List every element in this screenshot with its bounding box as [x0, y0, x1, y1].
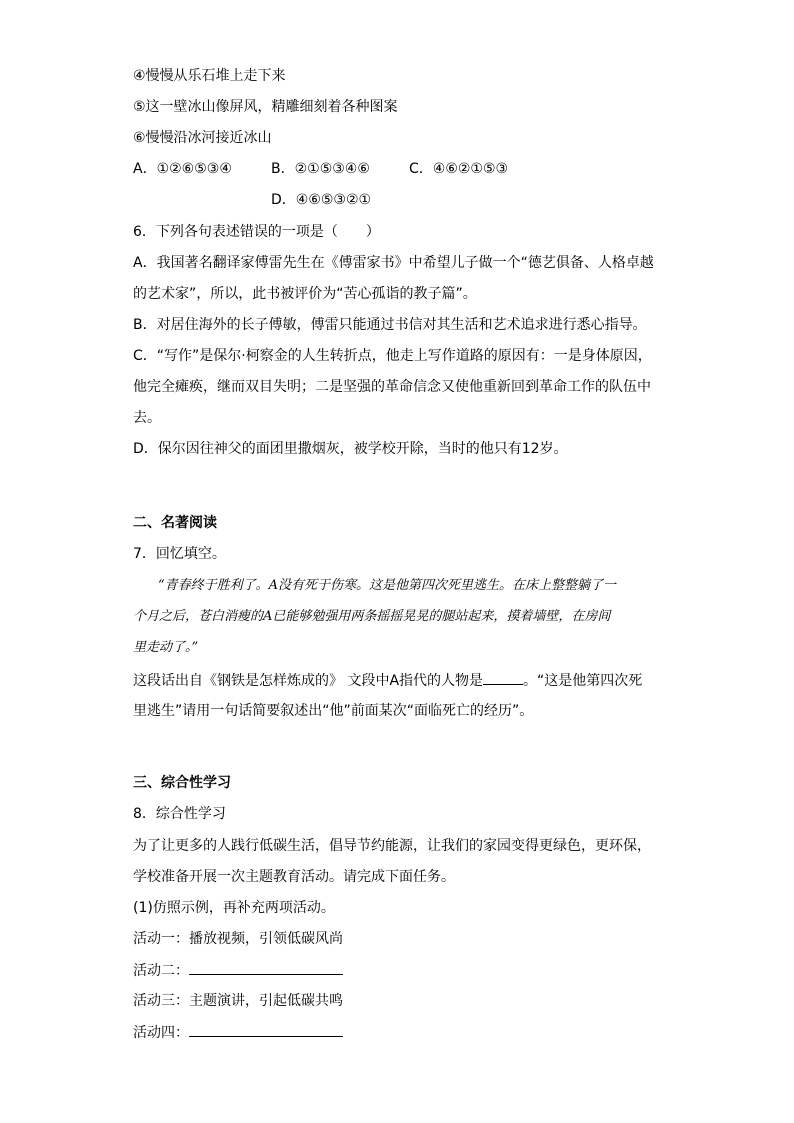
- q7-quote-line3: 里走动了。”: [133, 640, 199, 655]
- q7-question-text-end: 。“这是他第四次死: [523, 673, 643, 689]
- q6-option-a-line1: A．我国著名翻译家傅雷先生在《傅雷家书》中希望儿子做一个“德艺俱备、人格卓越: [133, 255, 654, 271]
- q6-option-b: B．对居住海外的长子傅敏，傅雷只能通过书信对其生活和艺术追求进行悉心指导。: [133, 317, 647, 333]
- q6-stem: 6．下列各句表述错误的一项是（ ）: [133, 224, 380, 240]
- q8-stem: 8．综合性学习: [133, 806, 226, 822]
- q5-option-d: D．④⑥⑤③②①: [271, 192, 372, 208]
- q7-quote-line2: 个月之后，苍白消瘦的A已能够勉强用两条摇摇晃晃的腿站起来，摸着墙壁，在房间: [133, 609, 611, 624]
- q7-question-text: 这段话出自《钢铁是怎样炼成的》 文段中A指代的人物是: [133, 673, 484, 689]
- q5-item-4: ④慢慢从乐石堆上走下来: [133, 68, 286, 84]
- q5-options-row: [133, 159, 508, 179]
- q5-option-c: C．④⑥②①⑤③: [409, 161, 509, 177]
- q5-option-b: B．②①⑤③④⑥: [271, 161, 370, 177]
- q7-question-line1: [133, 670, 642, 690]
- q6-option-c-line1: C．“写作”是保尔·柯察金的人生转折点，他走上写作道路的原因有：一是身体原因，: [133, 348, 652, 364]
- q8-activity-3: 活动三：主题演讲，引起低碳共鸣: [133, 993, 343, 1009]
- q7-stem: 7．回忆填空。: [133, 546, 226, 562]
- q8-activity-2-blank[interactable]: [189, 960, 343, 975]
- q8-task-1: (1)仿照示例，再补充两项活动。: [133, 900, 335, 916]
- q6-option-d: D．保尔因往神父的面团里撒烟灰，被学校开除，当时的他只有12岁。: [133, 441, 568, 457]
- q5-option-a: A．①②⑥⑤③④: [133, 161, 232, 177]
- q8-activity-4: [133, 1022, 343, 1042]
- q8-activity-4-label: 活动四：: [133, 1025, 189, 1041]
- q7-answer-blank[interactable]: [483, 670, 523, 685]
- section-3-heading: 三、综合性学习: [133, 775, 231, 791]
- section-2-heading: 二、名著阅读: [133, 515, 217, 531]
- q8-intro-line1: 为了让更多的人践行低碳生活，倡导节约能源，让我们的家园变得更绿色，更环保，: [133, 838, 651, 854]
- q6-option-c-line2: 他完全瘫痪，继而双目失明；二是坚强的革命信念又使他重新回到革命工作的队伍中: [133, 379, 651, 395]
- q5-item-5: ⑤这一壁冰山像屏风，精雕细刻着各种图案: [133, 99, 398, 115]
- q8-intro-line2: 学校准备开展一次主题教育活动。请完成下面任务。: [133, 869, 455, 885]
- q8-activity-1: 活动一：播放视频，引领低碳风尚: [133, 931, 343, 947]
- q8-activity-2-label: 活动二：: [133, 963, 189, 979]
- q5-item-6: ⑥慢慢沿冰河接近冰山: [133, 130, 272, 146]
- q8-activity-4-blank[interactable]: [189, 1022, 343, 1037]
- q7-quote-line1: “青春终于胜利了。A没有死于伤寒。这是他第四次死里逃生。在床上整整躺了一: [158, 578, 617, 593]
- q6-option-c-line3: 去。: [133, 410, 161, 426]
- q8-activity-2: [133, 960, 343, 980]
- q6-option-a-line2: 的艺术家”，所以，此书被评价为“苦心孤诣的教子篇”。: [133, 286, 477, 302]
- q7-question-line2: 里逃生”请用一句话简要叙述出“他”前面某次“面临死亡的经历”。: [133, 703, 534, 719]
